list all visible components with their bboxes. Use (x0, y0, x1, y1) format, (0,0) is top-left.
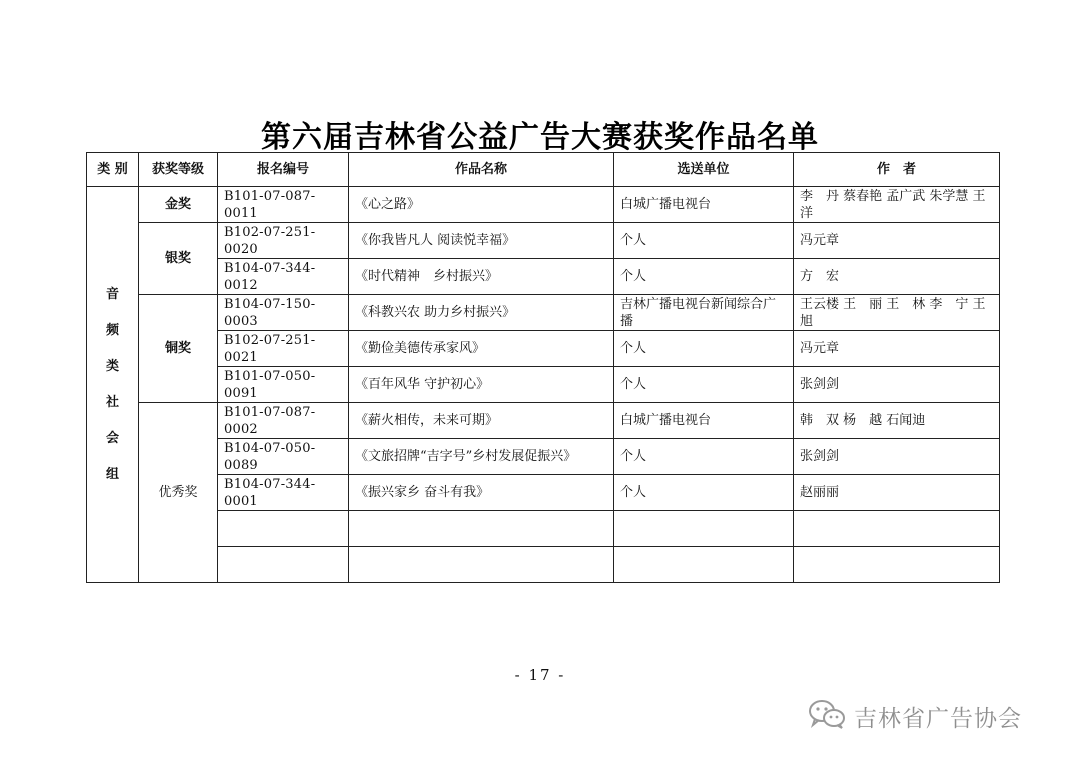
entry-code: B104-07-050-0089 (218, 439, 349, 475)
header-work-title: 作品名称 (349, 153, 614, 187)
watermark (808, 700, 1022, 732)
document-title: 第六届吉林省公益广告大赛获奖作品名单 (261, 120, 819, 155)
table-row (87, 331, 1000, 367)
category-char: 社 (105, 394, 119, 410)
author: 方 宏 (794, 259, 1000, 295)
award-level-silver: 银奖 (139, 223, 218, 295)
submitting-unit (614, 511, 794, 547)
author: 赵丽丽 (794, 475, 1000, 511)
submitting-unit: 个人 (614, 223, 794, 259)
work-title: 《时代精神 乡村振兴》 (349, 259, 614, 295)
category-char: 音 (105, 286, 119, 302)
submitting-unit: 个人 (614, 439, 794, 475)
page-number: - 17 - (514, 666, 566, 684)
author: 韩 双 杨 越 石闻迪 (794, 403, 1000, 439)
table-row (87, 439, 1000, 475)
author: 张剑剑 (794, 367, 1000, 403)
category-char: 组 (105, 466, 119, 482)
table-row (87, 223, 1000, 259)
entry-code: B101-07-050-0091 (218, 367, 349, 403)
entry-code: B104-07-150-0003 (218, 295, 349, 331)
entry-code: B101-07-087-0011 (218, 187, 349, 223)
entry-code: B104-07-344-0012 (218, 259, 349, 295)
table-row (87, 187, 1000, 223)
category-char: 频 (105, 322, 119, 338)
entry-code: B102-07-251-0020 (218, 223, 349, 259)
entry-code (218, 547, 349, 583)
table-row (87, 403, 1000, 439)
wechat-icon (808, 699, 846, 733)
header-entry-code: 报名编号 (218, 153, 349, 187)
entry-code: B104-07-344-0001 (218, 475, 349, 511)
submitting-unit: 吉林广播电视台新闻综合广播 (614, 295, 794, 331)
table-row (87, 367, 1000, 403)
table-row-empty (87, 511, 1000, 547)
work-title: 《你我皆凡人 阅读悦幸福》 (349, 223, 614, 259)
work-title: 《薪火相传，未来可期》 (349, 403, 614, 439)
table-header-row (87, 153, 1000, 187)
category-char: 类 (105, 358, 119, 374)
submitting-unit: 个人 (614, 367, 794, 403)
work-title: 《科教兴农 助力乡村振兴》 (349, 295, 614, 331)
submitting-unit: 个人 (614, 475, 794, 511)
header-author: 作 者 (794, 153, 1000, 187)
header-award-level: 获奖等级 (139, 153, 218, 187)
header-submitting-unit: 选送单位 (614, 153, 794, 187)
work-title (349, 547, 614, 583)
table-row (87, 259, 1000, 295)
table-row (87, 295, 1000, 331)
header-category: 类 别 (87, 153, 139, 187)
category-cell (87, 187, 139, 583)
author: 张剑剑 (794, 439, 1000, 475)
awards-table (86, 152, 1000, 583)
author: 王云楼 王 丽 王 林 李 宁 王 旭 (794, 295, 1000, 331)
work-title: 《心之路》 (349, 187, 614, 223)
submitting-unit: 个人 (614, 259, 794, 295)
work-title: 《百年风华 守护初心》 (349, 367, 614, 403)
entry-code: B101-07-087-0002 (218, 403, 349, 439)
entry-code (218, 511, 349, 547)
submitting-unit (614, 547, 794, 583)
award-level-gold: 金奖 (139, 187, 218, 223)
table-row (87, 475, 1000, 511)
submitting-unit: 白城广播电视台 (614, 403, 794, 439)
work-title: 《勤俭美德传承家风》 (349, 331, 614, 367)
entry-code: B102-07-251-0021 (218, 331, 349, 367)
award-level-bronze: 铜奖 (139, 295, 218, 403)
table-row-empty (87, 547, 1000, 583)
submitting-unit: 白城广播电视台 (614, 187, 794, 223)
submitting-unit: 个人 (614, 331, 794, 367)
author: 冯元章 (794, 331, 1000, 367)
work-title: 《振兴家乡 奋斗有我》 (349, 475, 614, 511)
work-title: 《文旅招牌“吉字号”乡村发展促振兴》 (349, 439, 614, 475)
author (794, 511, 1000, 547)
work-title (349, 511, 614, 547)
award-level-excellence: 优秀奖 (139, 403, 218, 583)
watermark-text: 吉林省广告协会 (854, 705, 1022, 732)
author: 冯元章 (794, 223, 1000, 259)
author (794, 547, 1000, 583)
category-char: 会 (105, 430, 119, 446)
author: 李 丹 蔡春艳 孟广武 朱学慧 王 洋 (794, 187, 1000, 223)
